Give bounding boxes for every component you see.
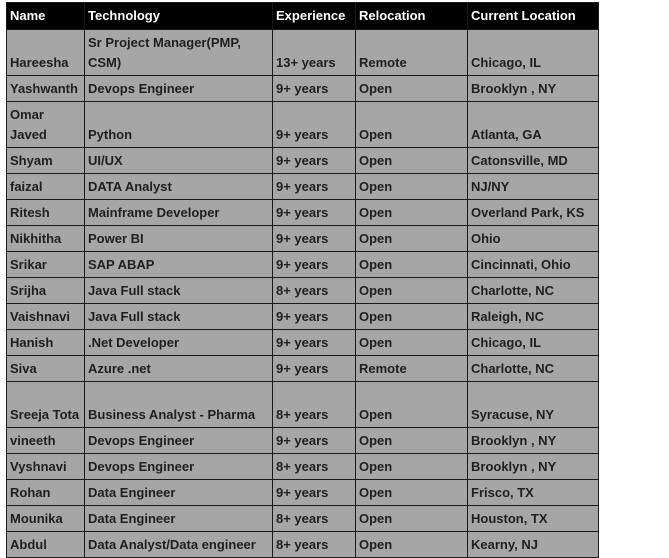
cell-experience: 9+ years <box>273 330 356 356</box>
cell-relocation: Open <box>356 252 468 278</box>
cell-technology: Java Full stack <box>85 304 273 330</box>
cell-experience: 9+ years <box>273 304 356 330</box>
consultant-table-container <box>6 2 599 558</box>
cell-name: Srikar <box>7 252 85 278</box>
cell-relocation: Open <box>356 480 468 506</box>
consultant-table <box>6 2 599 558</box>
cell-technology: Python <box>85 102 273 148</box>
cell-experience: 8+ years <box>273 532 356 558</box>
header-name: Name <box>7 3 85 30</box>
cell-location: Overland Park, KS <box>468 200 599 226</box>
cell-technology: Devops Engineer <box>85 454 273 480</box>
cell-location: Charlotte, NC <box>468 356 599 382</box>
cell-name: Vyshnavi <box>7 454 85 480</box>
cell-technology: Azure .net <box>85 356 273 382</box>
table-row <box>7 174 599 200</box>
table-row <box>7 252 599 278</box>
cell-technology: Devops Engineer <box>85 428 273 454</box>
cell-name: Mounika <box>7 506 85 532</box>
cell-relocation: Open <box>356 148 468 174</box>
cell-name: vineeth <box>7 428 85 454</box>
cell-name: Shyam <box>7 148 85 174</box>
cell-experience: 9+ years <box>273 428 356 454</box>
cell-location: Frisco, TX <box>468 480 599 506</box>
cell-relocation: Open <box>356 226 468 252</box>
table-row <box>7 30 599 76</box>
cell-relocation: Remote <box>356 30 468 76</box>
cell-location: Raleigh, NC <box>468 304 599 330</box>
table-header-row <box>7 3 599 30</box>
cell-experience: 8+ years <box>273 382 356 428</box>
cell-experience: 9+ years <box>273 252 356 278</box>
cell-experience: 8+ years <box>273 454 356 480</box>
cell-experience: 9+ years <box>273 356 356 382</box>
cell-name: Abdul <box>7 532 85 558</box>
cell-relocation: Open <box>356 174 468 200</box>
header-technology: Technology <box>85 3 273 30</box>
cell-location: Charlotte, NC <box>468 278 599 304</box>
cell-name: Ritesh <box>7 200 85 226</box>
cell-name: Vaishnavi <box>7 304 85 330</box>
cell-technology: Data Engineer <box>85 480 273 506</box>
cell-technology: Data Engineer <box>85 506 273 532</box>
table-row <box>7 76 599 102</box>
header-relocation: Relocation <box>356 3 468 30</box>
cell-technology: Mainframe Developer <box>85 200 273 226</box>
table-row <box>7 454 599 480</box>
cell-relocation: Open <box>356 454 468 480</box>
header-location: Current Location <box>468 3 599 30</box>
cell-relocation: Open <box>356 304 468 330</box>
table-row <box>7 330 599 356</box>
cell-technology: UI/UX <box>85 148 273 174</box>
cell-location: Brooklyn , NY <box>468 428 599 454</box>
cell-name: Nikhitha <box>7 226 85 252</box>
cell-location: Catonsville, MD <box>468 148 599 174</box>
cell-experience: 9+ years <box>273 148 356 174</box>
cell-relocation: Open <box>356 76 468 102</box>
cell-name: Yashwanth <box>7 76 85 102</box>
cell-name: Siva <box>7 356 85 382</box>
cell-relocation: Open <box>356 200 468 226</box>
table-row <box>7 532 599 558</box>
cell-technology: Data Analyst/Data engineer <box>85 532 273 558</box>
cell-location: Cincinnati, Ohio <box>468 252 599 278</box>
cell-relocation: Open <box>356 330 468 356</box>
cell-name: Omar Javed <box>7 102 85 148</box>
cell-technology: DATA Analyst <box>85 174 273 200</box>
cell-relocation: Open <box>356 532 468 558</box>
table-row <box>7 480 599 506</box>
cell-technology: Sr Project Manager(PMP, CSM) <box>85 30 273 76</box>
table-row <box>7 304 599 330</box>
cell-name: Hareesha <box>7 30 85 76</box>
cell-experience: 9+ years <box>273 226 356 252</box>
table-row <box>7 382 599 428</box>
header-experience: Experience <box>273 3 356 30</box>
cell-experience: 9+ years <box>273 480 356 506</box>
cell-experience: 8+ years <box>273 278 356 304</box>
cell-relocation: Open <box>356 382 468 428</box>
cell-experience: 13+ years <box>273 30 356 76</box>
cell-name: Sreeja Tota <box>7 382 85 428</box>
cell-technology: SAP ABAP <box>85 252 273 278</box>
table-row <box>7 102 599 148</box>
table-row <box>7 506 599 532</box>
table-body <box>7 30 599 558</box>
cell-location: Syracuse, NY <box>468 382 599 428</box>
cell-relocation: Open <box>356 506 468 532</box>
cell-relocation: Open <box>356 102 468 148</box>
cell-location: Brooklyn , NY <box>468 76 599 102</box>
cell-name: Rohan <box>7 480 85 506</box>
cell-experience: 9+ years <box>273 102 356 148</box>
cell-technology: Business Analyst - Pharma <box>85 382 273 428</box>
cell-name: Hanish <box>7 330 85 356</box>
cell-experience: 9+ years <box>273 76 356 102</box>
cell-experience: 9+ years <box>273 174 356 200</box>
cell-relocation: Open <box>356 278 468 304</box>
cell-technology: Devops Engineer <box>85 76 273 102</box>
cell-location: Brooklyn , NY <box>468 454 599 480</box>
cell-name: Srijha <box>7 278 85 304</box>
cell-location: Chicago, IL <box>468 330 599 356</box>
cell-location: Houston, TX <box>468 506 599 532</box>
cell-technology: .Net Developer <box>85 330 273 356</box>
cell-name: faizal <box>7 174 85 200</box>
cell-location: Ohio <box>468 226 599 252</box>
cell-experience: 9+ years <box>273 200 356 226</box>
table-row <box>7 428 599 454</box>
table-row <box>7 226 599 252</box>
cell-location: Chicago, IL <box>468 30 599 76</box>
cell-location: NJ/NY <box>468 174 599 200</box>
table-row <box>7 356 599 382</box>
table-row <box>7 278 599 304</box>
cell-technology: Java Full stack <box>85 278 273 304</box>
cell-experience: 8+ years <box>273 506 356 532</box>
cell-relocation: Remote <box>356 356 468 382</box>
cell-relocation: Open <box>356 428 468 454</box>
table-row <box>7 148 599 174</box>
cell-location: Kearny, NJ <box>468 532 599 558</box>
cell-technology: Power BI <box>85 226 273 252</box>
cell-location: Atlanta, GA <box>468 102 599 148</box>
table-row <box>7 200 599 226</box>
